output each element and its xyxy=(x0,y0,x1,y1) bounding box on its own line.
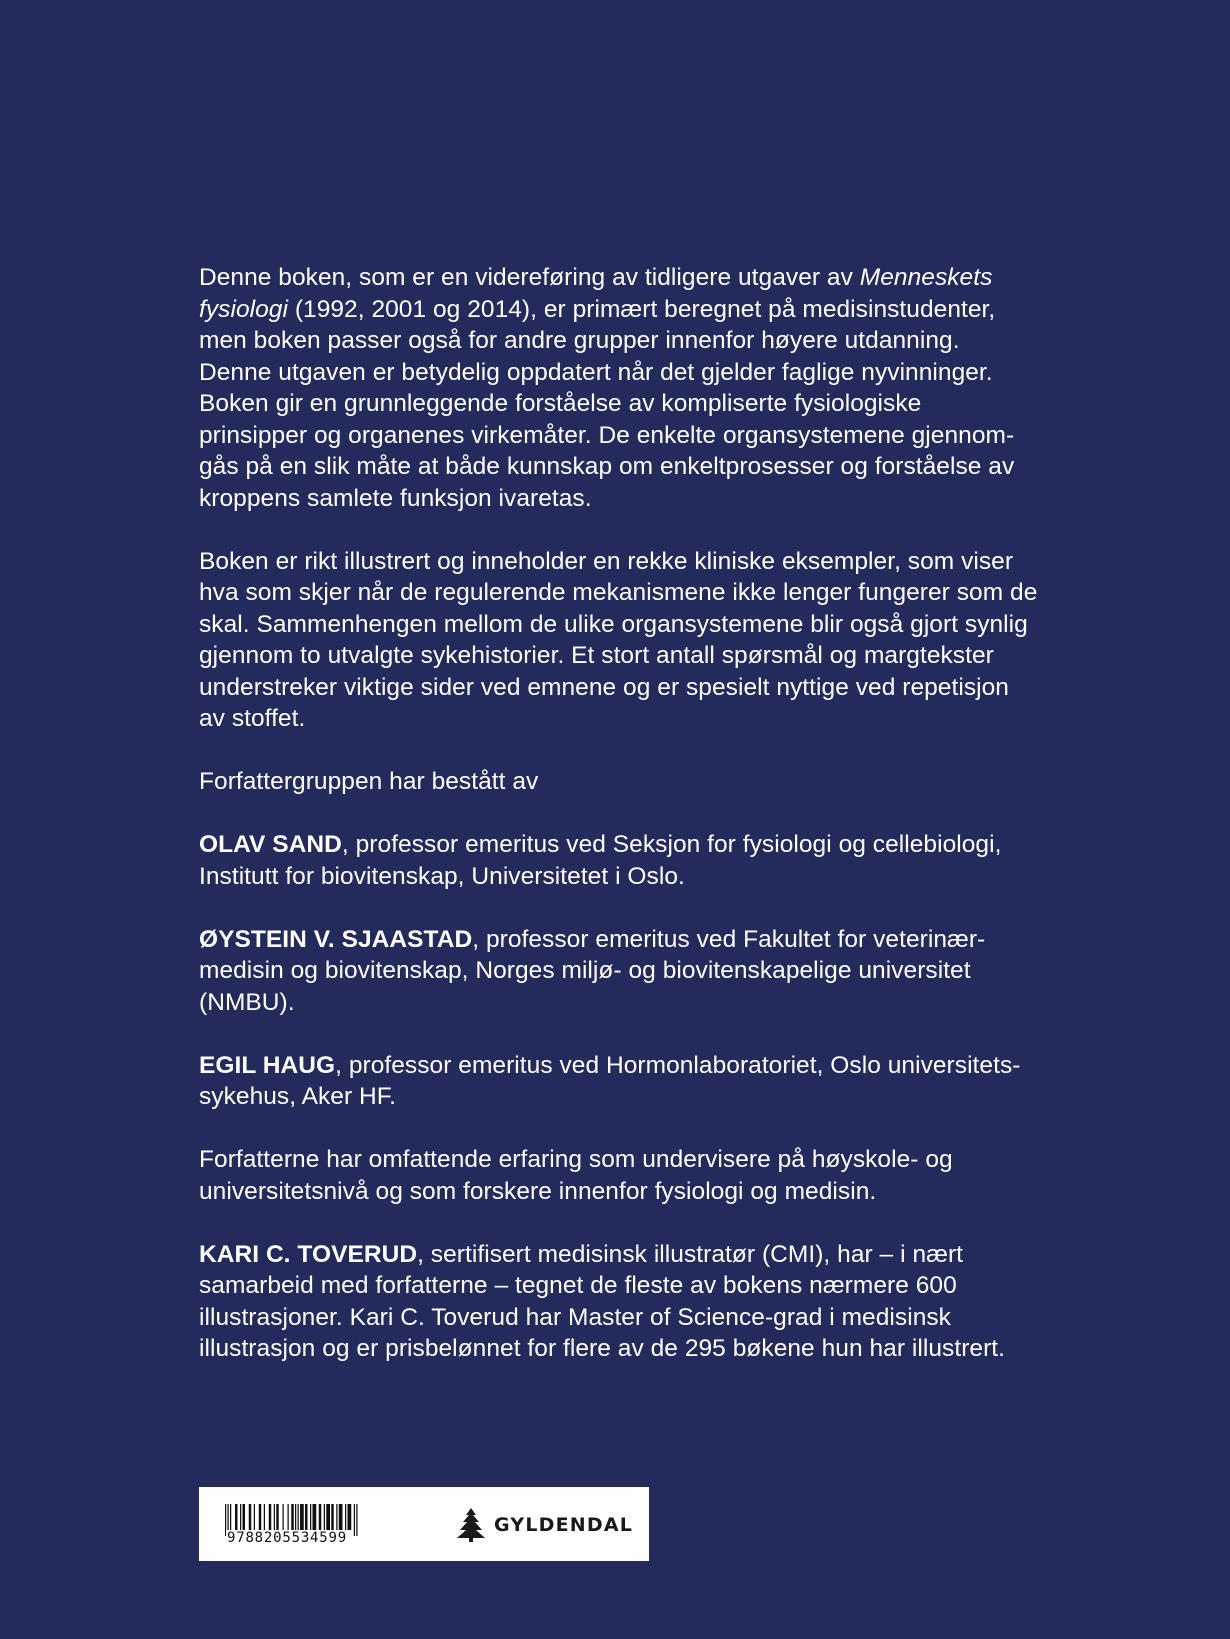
barcode-bar xyxy=(235,1504,238,1530)
barcode-bar xyxy=(310,1504,311,1530)
barcode-bar xyxy=(259,1504,262,1530)
isbn-number: 9788205534599 xyxy=(227,1530,347,1546)
description-paragraph-1: Denne boken, som er en videreføring av tidligere utgaver av Menneskets fysiologi (1992, 2001 og 2014), er primært beregnet på medisinstudenter, men boken passer også for andre grupper innenfor høyere utdanning. Denne utgaven er betydelig oppdatert når det gjelder faglige nyvinninger. Boken gir en grunnleggende forståelse av kompliserte fysiologiske prinsipper og organenes virkemåter. De enkelte organsystemene gjennom- gås på en slik måte at både kunnskap om enkeltprosesser og forståelse av kroppens samlete funksjon ivaretas. xyxy=(199,264,1015,512)
illustrator-kari-toverud: KARI C. TOVERUD, sertifisert medisinsk illustratør (CMI), har – i nært samarbeid med forfatterne – tegnet de fleste av bokens nærmere 600 illustrasjoner. Kari C. Toverud har Master of Science-grad i medisinsk illustrasjon og er prisbelønnet for flere av de 295 bøkene hun har illustrert. xyxy=(199,1240,1006,1362)
barcode-bar xyxy=(331,1504,334,1530)
barcode-bar xyxy=(345,1504,346,1530)
barcode-bar xyxy=(305,1504,308,1530)
barcode-bar xyxy=(283,1504,284,1530)
barcode-bar xyxy=(264,1504,265,1530)
publisher-name: GYLDENDAL xyxy=(494,1514,634,1536)
author-name: ØYSTEIN V. SJAASTAD xyxy=(199,925,473,953)
book-title-italic: Menneskets xyxy=(859,264,993,291)
author-egil-haug: EGIL HAUG, professor emeritus ved Hormonlaboratoriet, Oslo universitets- sykehus, Aker HF. xyxy=(199,1051,1021,1110)
author-olav-sand: OLAV SAND, professor emeritus ved Seksjon for fysiologi og cellebiologi, Institutt for biovitenskap, Universitetet i Oslo. xyxy=(199,831,1002,890)
barcode-bar xyxy=(230,1504,231,1530)
authors-experience: Forfatterne har omfattende erfaring som undervisere på høyskole- og universitetsnivå og som forskere innenfor fysiologi og medisin. xyxy=(199,1146,953,1205)
barcode-bar xyxy=(240,1504,241,1530)
barcode-bar xyxy=(288,1504,289,1530)
book-title-italic-cont: fysiologi xyxy=(199,295,288,323)
barcode-bar xyxy=(249,1504,252,1530)
illustrator-name: KARI C. TOVERUD xyxy=(199,1240,418,1268)
barcode-bar xyxy=(339,1504,343,1530)
barcode-bar xyxy=(319,1504,322,1530)
barcode-bar xyxy=(276,1504,279,1530)
author-name: EGIL HAUG xyxy=(199,1051,336,1079)
barcode-bar xyxy=(348,1504,352,1530)
fir-tree-icon xyxy=(454,1507,488,1543)
description-paragraph-2: Boken er rikt illustrert og inneholder en rekke kliniske eksempler, som viser hva som skjer når de regulerende mekanismene ikke lenger fungerer som de skal. Sammenhengen mellom de ulike organsystemene blir også gjort synlig gjennom to utvalgte sykehistorier. Et stort antall spørsmål og margtekster understreker viktige sider ved emnene og er spesielt nyttige ved repetisjon av stoffet. xyxy=(199,547,1038,732)
barcode-bar xyxy=(298,1504,299,1530)
author-name: OLAV SAND xyxy=(199,831,342,858)
barcode-bar xyxy=(324,1504,325,1530)
barcode-bar xyxy=(254,1504,255,1530)
barcode-bar xyxy=(274,1504,275,1530)
barcode-bar xyxy=(336,1504,337,1530)
barcode-bar xyxy=(300,1504,304,1530)
barcode-bar xyxy=(291,1504,294,1530)
barcode-bar xyxy=(326,1504,330,1530)
barcode-bar xyxy=(269,1504,272,1530)
barcode-bar xyxy=(243,1504,246,1530)
barcode-bar xyxy=(295,1504,296,1530)
barcode-bar xyxy=(313,1504,317,1530)
author-oystein-sjaastad: ØYSTEIN V. SJAASTAD, professor emeritus ved Fakultet for veterinær- medisin og biovitenskap, Norges miljø- og biovitenskapelige universitet (NMBU). xyxy=(199,925,986,1016)
publisher-logo xyxy=(454,1507,633,1543)
back-cover-text xyxy=(199,262,1099,1396)
barcode-panel xyxy=(199,1487,649,1561)
authors-intro: Forfattergruppen har bestått av xyxy=(199,768,539,795)
